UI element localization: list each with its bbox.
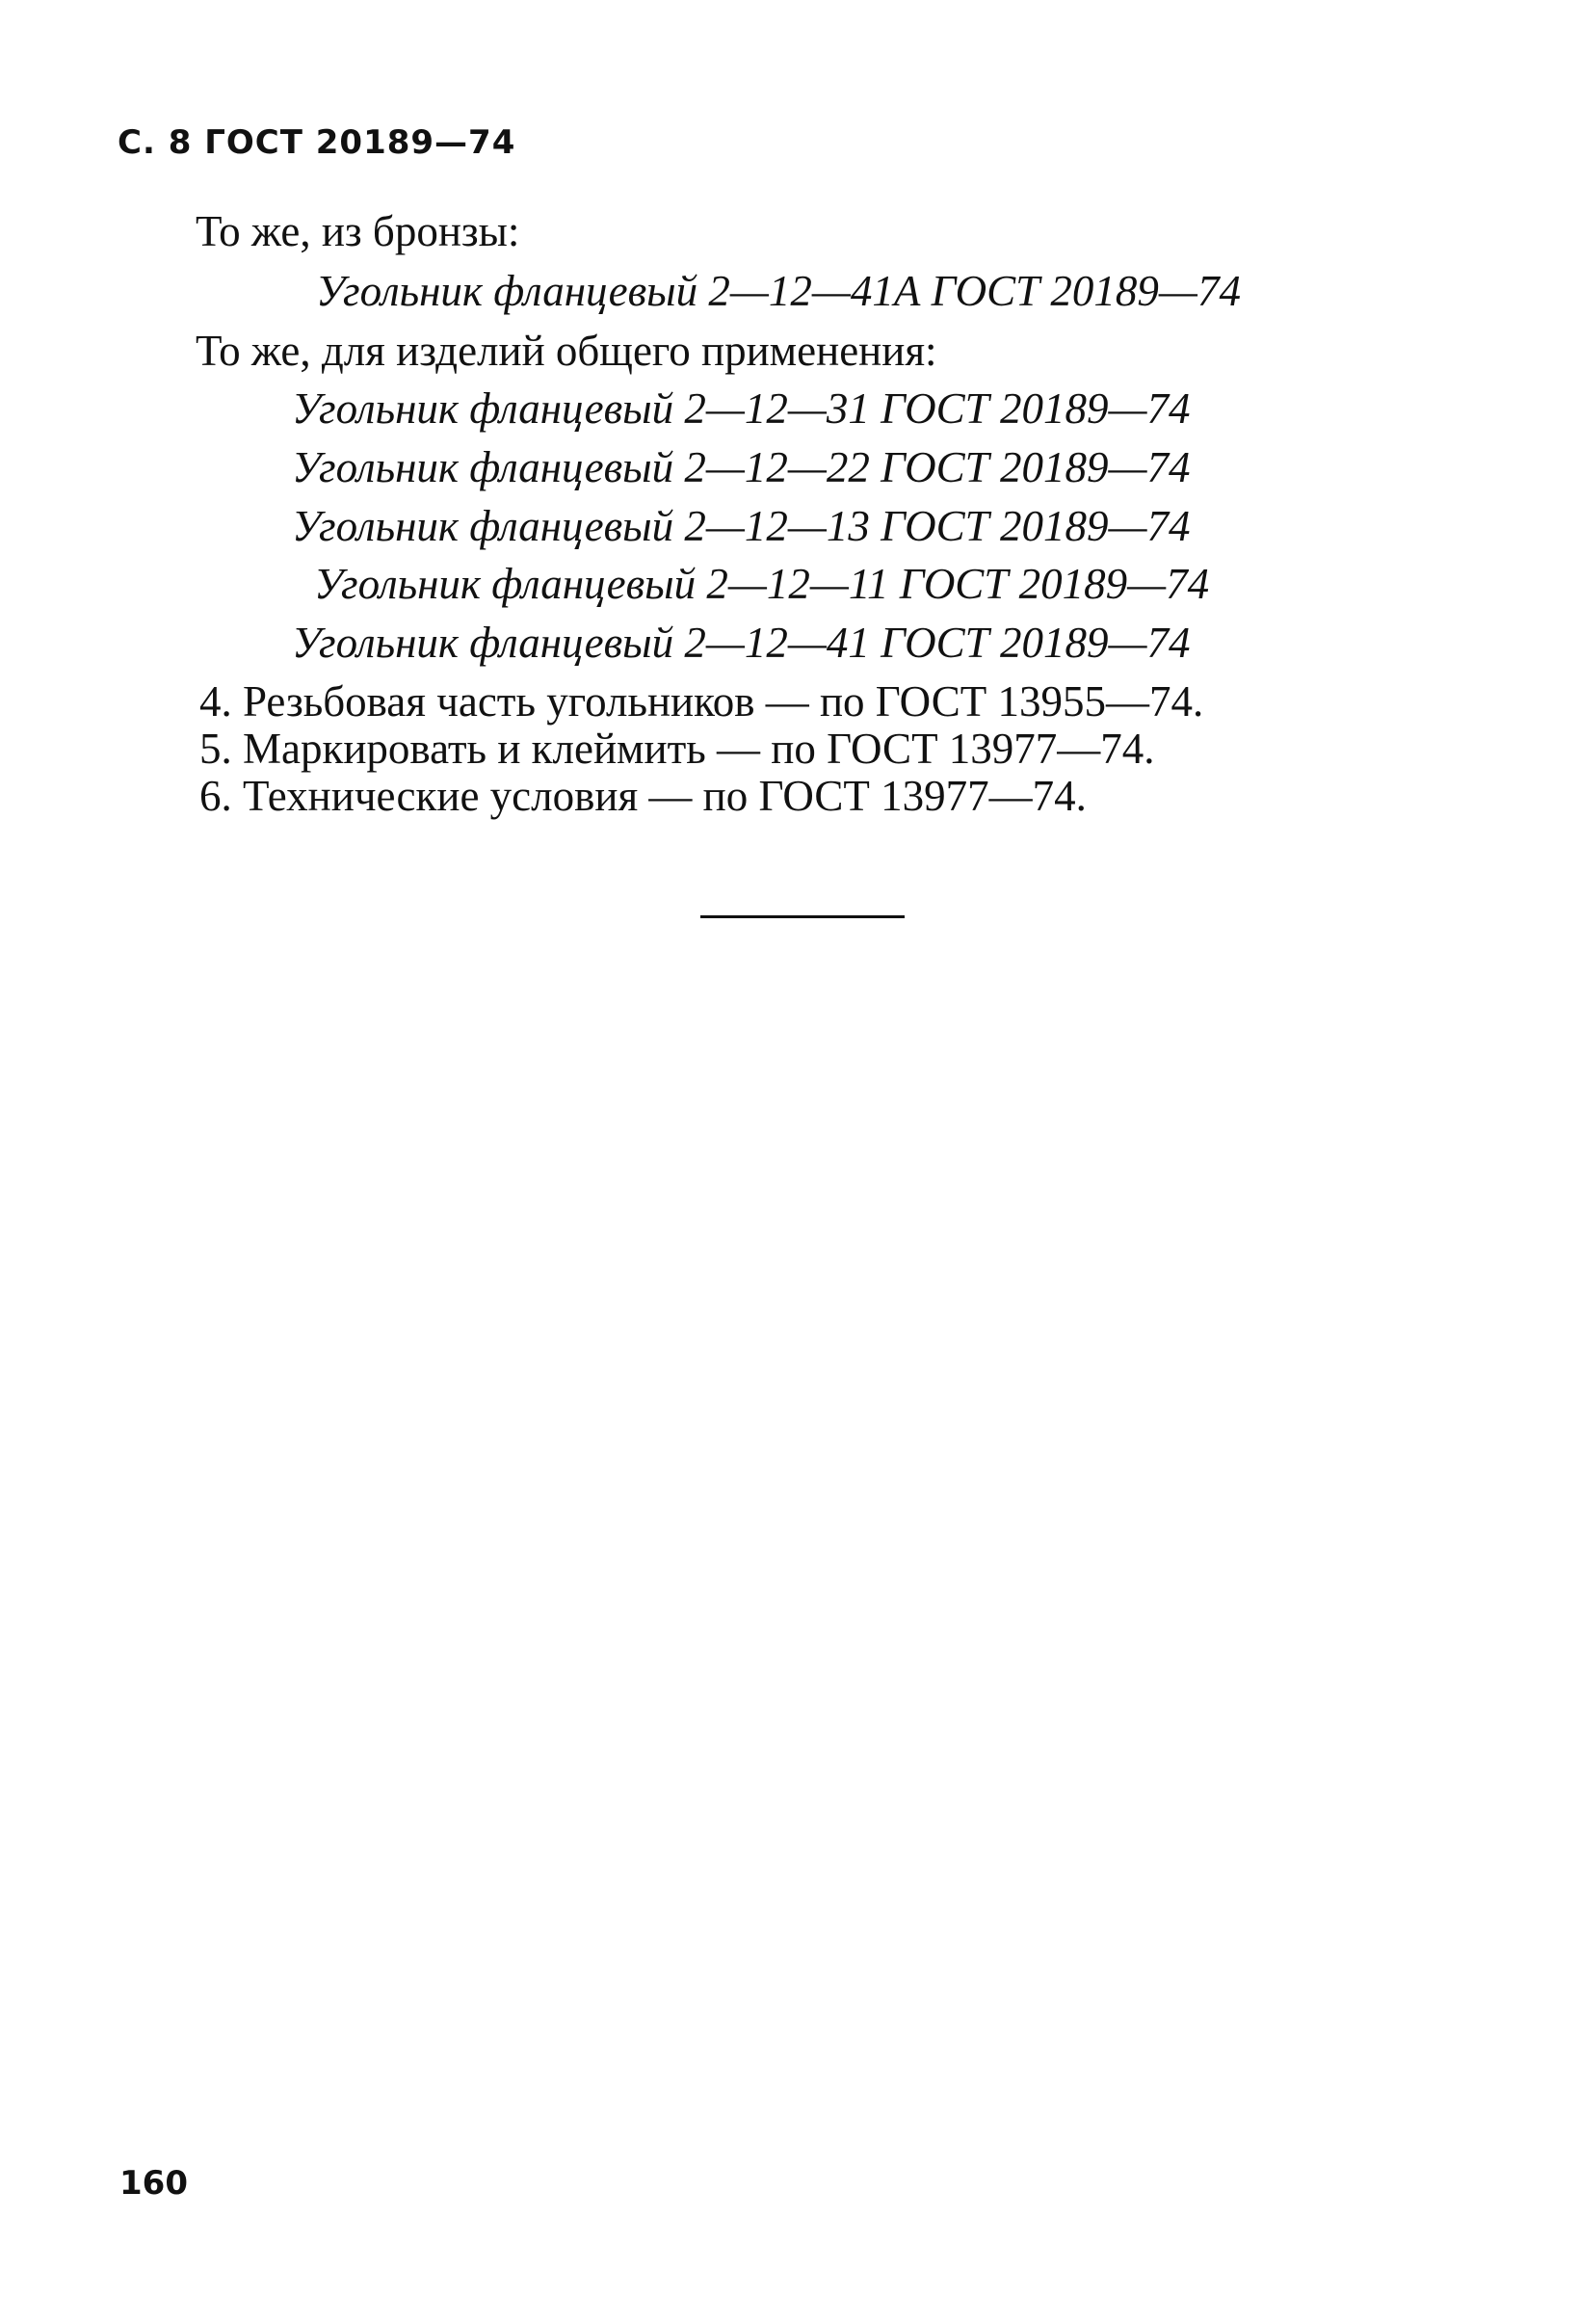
clause-6: 6. Технические условия — по ГОСТ 13977—74. — [199, 772, 1087, 820]
clause-5: 5. Маркировать и клеймить — по ГОСТ 13977—74. — [199, 725, 1155, 773]
designation-line-11: Угольник фланцевый 2—12—11 ГОСТ 20189—74 — [314, 560, 1210, 608]
text-line-general-use-heading: То же, для изделий общего применения: — [196, 327, 937, 375]
page-header: С. 8 ГОСТ 20189—74 — [118, 123, 516, 162]
designation-line-13: Угольник фланцевый 2—12—13 ГОСТ 20189—74 — [292, 502, 1191, 550]
page-number: 160 — [119, 2164, 188, 2203]
designation-line-22: Угольник фланцевый 2—12—22 ГОСТ 20189—74 — [292, 443, 1191, 491]
designation-line-41a: Угольник фланцевый 2—12—41А ГОСТ 20189—74 — [316, 267, 1241, 315]
designation-line-31: Угольник фланцевый 2—12—31 ГОСТ 20189—74 — [292, 384, 1191, 433]
text-line-bronze-heading: То же, из бронзы: — [196, 207, 520, 255]
clause-4: 4. Резьбовая часть угольников — по ГОСТ 13955—74. — [199, 677, 1204, 726]
section-divider — [700, 915, 905, 918]
designation-line-41: Угольник фланцевый 2—12—41 ГОСТ 20189—74 — [292, 619, 1191, 667]
